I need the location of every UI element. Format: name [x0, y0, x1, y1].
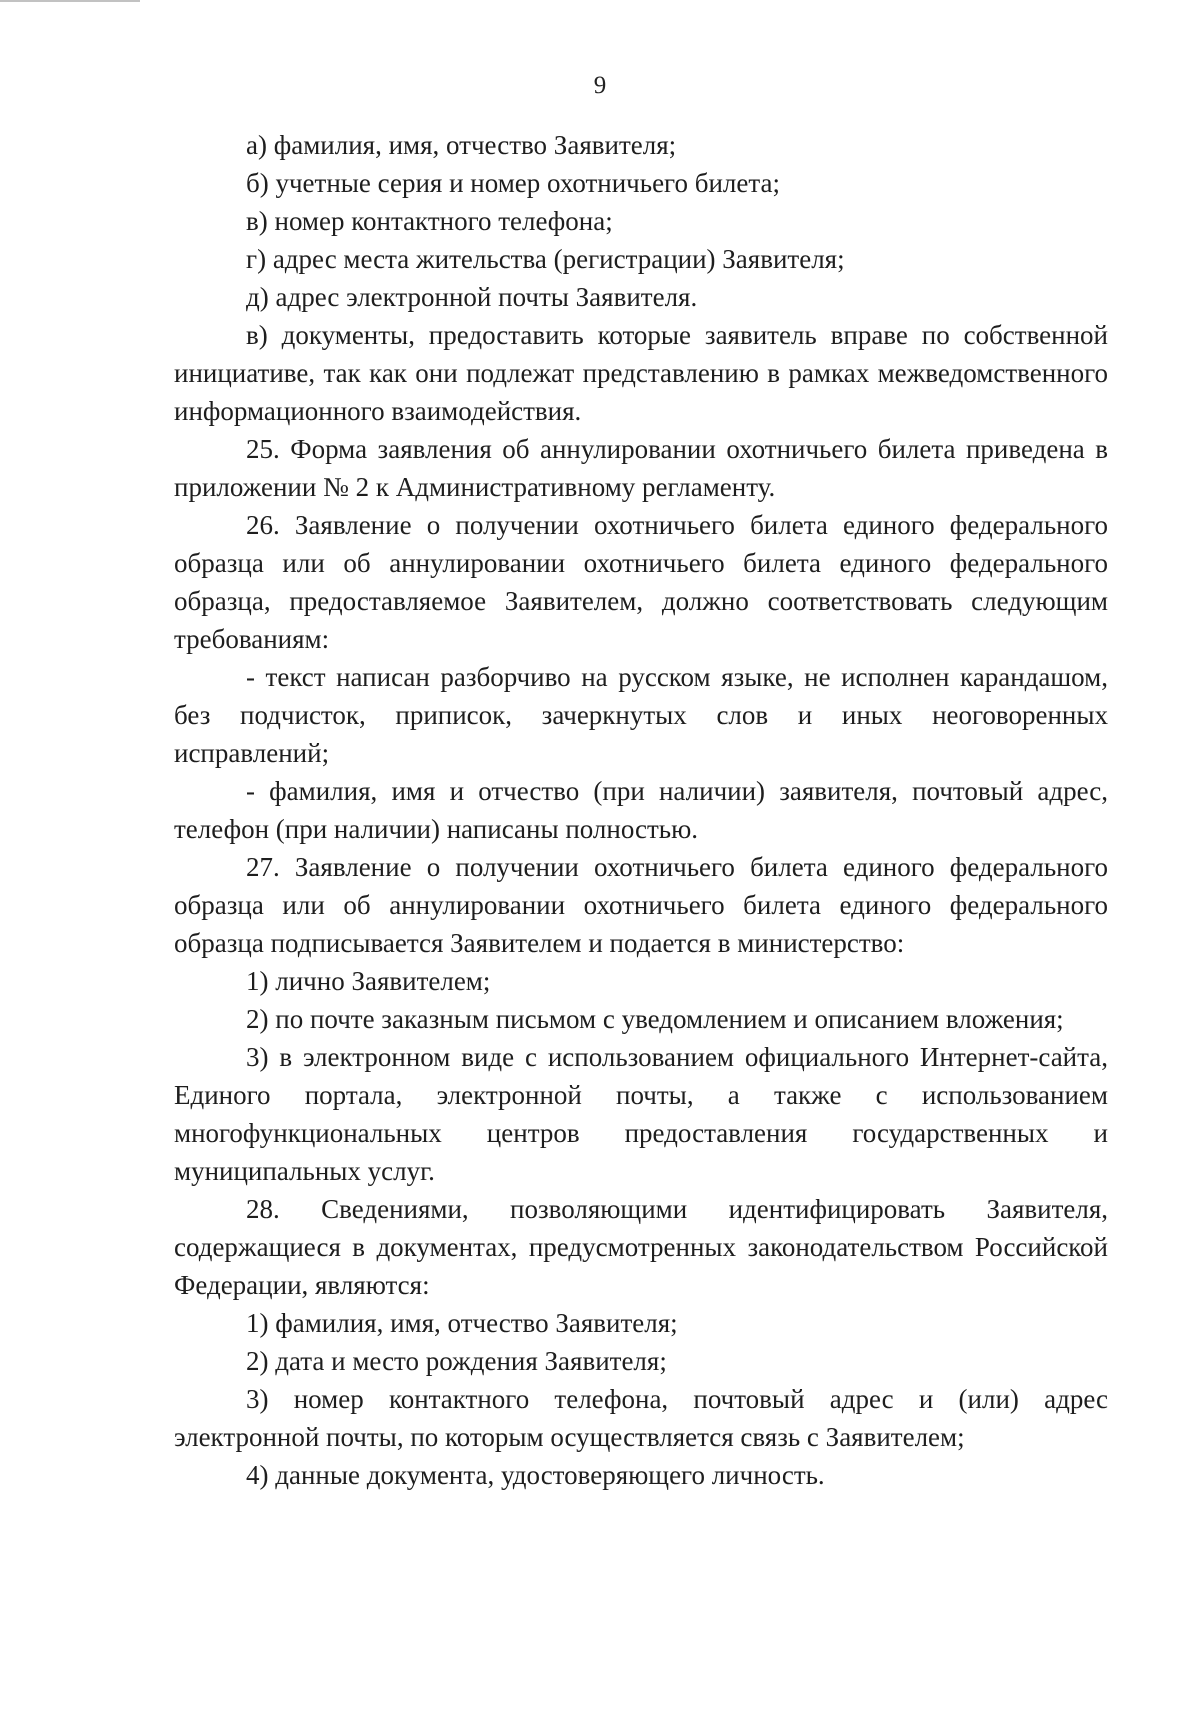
paragraph-28-item-4: 4) данные документа, удостоверяющего личность.: [246, 1460, 825, 1490]
paragraph-27: 27. Заявление о получении охотничьего билета единого федерального образца или об аннулировании охотничьего билета единого федерального образца подписывается Заявителем и подается в министерство:: [174, 852, 1108, 958]
scan-edge: [0, 0, 140, 10]
paragraph-item-a: а) фамилия, имя, отчество Заявителя;: [246, 130, 677, 160]
paragraph-item-v: в) номер контактного телефона;: [246, 206, 613, 236]
paragraph-26-requirement-1: - текст написан разборчиво на русском языке, не исполнен карандашом, без подчисток, приписок, зачеркнутых слов и иных неоговоренных исправлений;: [174, 662, 1108, 768]
page-number: 9: [593, 72, 607, 99]
paragraph-documents-own-initiative: в) документы, предоставить которые заявитель вправе по собственной инициативе, так как они подлежат представлению в рамках межведомственного информационного взаимодействия.: [174, 320, 1108, 426]
paragraph-28-item-1: 1) фамилия, имя, отчество Заявителя;: [246, 1308, 678, 1338]
paragraph-27-item-2: 2) по почте заказным письмом с уведомлением и описанием вложения;: [246, 1004, 1064, 1034]
paragraph-item-d: д) адрес электронной почты Заявителя.: [246, 282, 698, 312]
paragraph-26: 26. Заявление о получении охотничьего билета единого федерального образца или об аннулировании охотничьего билета единого федерального образца, предоставляемое Заявителем, должно соответствовать следующим требованиям:: [174, 510, 1108, 654]
paragraph-28-item-3: 3) номер контактного телефона, почтовый адрес и (или) адрес электронной почты, по которым осуществляется связь с Заявителем;: [174, 1384, 1108, 1452]
document-body: [174, 126, 1108, 1494]
paragraph-26-requirement-2: - фамилия, имя и отчество (при наличии) заявителя, почтовый адрес, телефон (при наличии) написаны полностью.: [174, 776, 1108, 844]
paragraph-28: 28. Сведениями, позволяющими идентифицировать Заявителя, содержащиеся в документах, предусмотренных законодательством Российской Федерации, являются:: [174, 1194, 1108, 1300]
paragraph-item-g: г) адрес места жительства (регистрации) Заявителя;: [246, 244, 845, 274]
paragraph-27-item-1: 1) лично Заявителем;: [246, 966, 491, 996]
paragraph-item-b: б) учетные серия и номер охотничьего билета;: [246, 168, 780, 198]
paragraph-27-item-3: 3) в электронном виде с использованием официального Интернет-сайта, Единого портала, электронной почты, а также с использованием многофункциональных центров предоставления государственных и муниципальных услуг.: [174, 1042, 1108, 1186]
paragraph-28-item-2: 2) дата и место рождения Заявителя;: [246, 1346, 667, 1376]
paragraph-25: 25. Форма заявления об аннулировании охотничьего билета приведена в приложении № 2 к Административному регламенту.: [174, 434, 1108, 502]
